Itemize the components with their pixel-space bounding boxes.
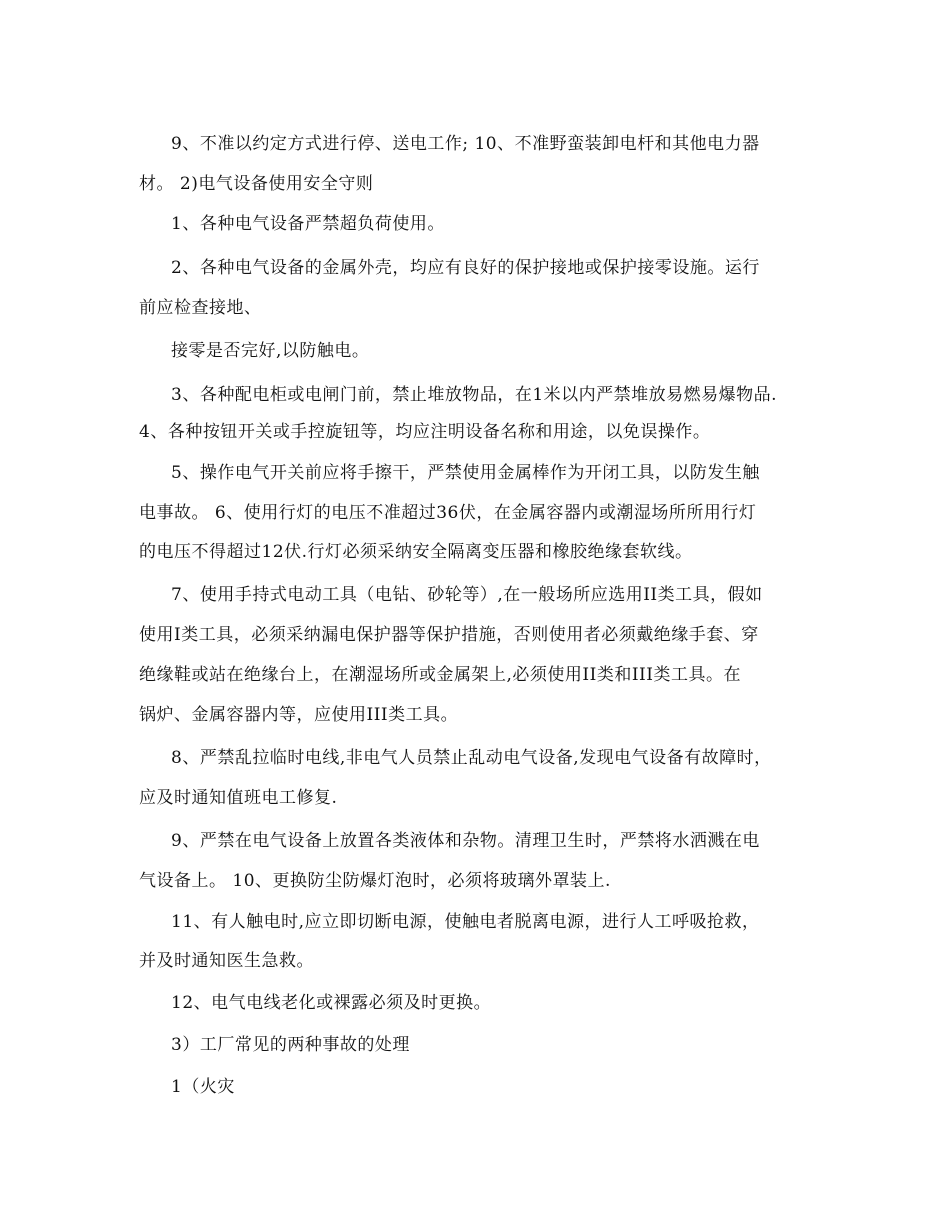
text-line: 锅炉、金属容器内等，应使用III类工具。: [139, 705, 459, 725]
text-line: 8、严禁乱拉临时电线,非电气人员禁止乱动电气设备,发现电气设备有故障时，: [171, 748, 772, 768]
text-line: 11、有人触电时,应立即切断电源，使触电者脱离电源，进行人工呼吸抢救，: [171, 912, 760, 932]
text-line: 1（火灾: [171, 1077, 235, 1097]
text-line: 4、各种按钮开关或手控旋钮等，均应注明设备名称和用途，以免误操作。: [139, 422, 711, 442]
text-line: 并及时通知医生急救。: [139, 951, 314, 971]
text-line: 的电压不得超过12伏.行灯必须采纳安全隔离变压器和橡胶绝缘套软线。: [139, 542, 693, 562]
text-line: 电事故。 6、使用行灯的电压不准超过36伏，在金属容器内或潮湿场所所用行灯: [139, 503, 757, 523]
text-line: 接零是否完好,以防触电。: [171, 341, 370, 361]
text-line: 使用I类工具，必须采纳漏电保护器等保护措施，否则使用者必须戴绝缘手套、穿: [139, 625, 759, 645]
text-line: 1、各种电气设备严禁超负荷使用。: [171, 214, 445, 234]
text-line: 3、各种配电柜或电闸门前，禁止堆放物品，在1米以内严禁堆放易燃易爆物品.: [171, 385, 778, 405]
text-line: 3）工厂常见的两种事故的处理: [171, 1035, 410, 1055]
text-line: 9、不准以约定方式进行停、送电工作; 10、不准野蛮装卸电杆和其他电力器: [171, 134, 760, 154]
text-line: 5、操作电气开关前应将手擦干，严禁使用金属棒作为开闭工具，以防发生触: [171, 463, 760, 483]
text-line: 绝缘鞋或站在绝缘台上，在潮湿场所或金属架上,必须使用II类和III类工具。在: [139, 665, 741, 685]
text-line: 气设备上。 10、更换防尘防爆灯泡时，必须将玻璃外罩装上.: [139, 871, 611, 891]
text-line: 9、严禁在电气设备上放置各类液体和杂物。清理卫生时，严禁将水洒溅在电: [171, 831, 760, 851]
text-line: 12、电气电线老化或裸露必须及时更换。: [171, 993, 492, 1013]
text-line: 前应检查接地、: [139, 298, 262, 318]
text-line: 7、使用手持式电动工具（电钻、砂轮等）,在一般场所应选用II类工具，假如: [171, 585, 763, 605]
text-line: 应及时通知值班电工修复.: [139, 788, 338, 808]
text-line: 材。 2)电气设备使用安全守则: [139, 174, 374, 194]
text-line: 2、各种电气设备的金属外壳，均应有良好的保护接地或保护接零设施。运行: [171, 258, 760, 278]
